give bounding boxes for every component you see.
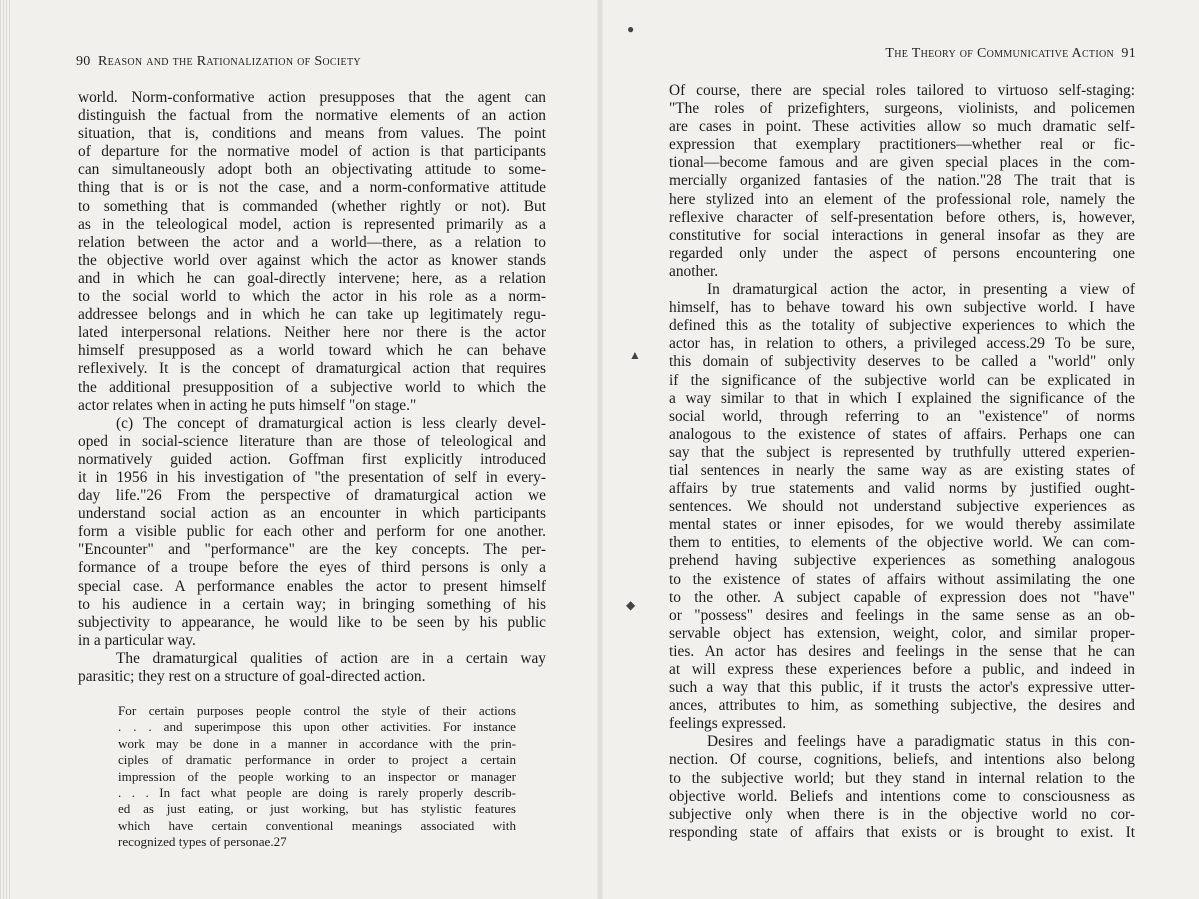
text-line: himself, has to behave toward his own subjective world. I have xyxy=(669,299,1135,317)
text-line: subjectivity to appearance, he would like to be seen by his public xyxy=(78,613,546,631)
text-line: ances, attributes to him, as something subjective, the desires and xyxy=(669,697,1135,715)
text-line: to the existence of states of affairs without assimilating the one xyxy=(669,570,1135,588)
text-line: situation, that is, conditions and means from values. The point xyxy=(78,125,546,143)
left-running-title: Reason and the Rationalization of Society xyxy=(97,54,361,69)
text-line: analogous to the existence of states of affairs. Perhaps one can xyxy=(669,425,1135,443)
text-line: to something that is commanded (whether rightly or not). But xyxy=(78,197,546,215)
quote-line: . . . In fact what people are doing is rarely properly describ- xyxy=(118,785,516,801)
text-line: oped in social-science literature than are those of teleological and xyxy=(78,432,546,450)
text-line: actor has, in relation to others, a privileged access.29 To be sure, xyxy=(669,335,1135,353)
text-line: addressee belongs and in which he can take up legitimately regu- xyxy=(78,306,546,324)
quote-line: work may be done in a manner in accordance with the prin- xyxy=(118,735,516,751)
text-line: to his audience in a certain way; in bringing something of his xyxy=(78,595,546,613)
text-line: objective world. Beliefs and intentions come to consciousness as xyxy=(669,787,1135,805)
text-line: a way similar to that in which I explained the significance of the xyxy=(669,389,1135,407)
text-line: normatively guided action. Goffman first explicitly introduced xyxy=(78,450,546,468)
right-page-number: 91 xyxy=(1121,46,1136,61)
text-line: special case. A performance enables the actor to present himself xyxy=(78,577,546,595)
text-line: expression that exemplary practitioners—whether real or fic- xyxy=(669,136,1135,154)
text-line: tional—become famous and are given special places in the com- xyxy=(669,154,1135,172)
text-line: Of course, there are special roles tailored to virtuoso self-staging: xyxy=(669,82,1135,99)
text-line: actor relates when in acting he puts himself "on stage." xyxy=(78,396,417,414)
text-line: the additional presupposition of a subjective world to which the xyxy=(78,378,546,396)
text-line: relation between the actor and a world—there, as a relation to xyxy=(78,233,546,251)
text-line: thing that is or is not the case, and a norm-conformative attitude xyxy=(78,179,546,197)
text-line: affairs by true statements and valid norms by justified ought- xyxy=(669,480,1135,498)
left-running-head xyxy=(76,53,361,70)
text-line: the objective world over against which the actor as knower stands xyxy=(78,251,546,269)
text-line: are cases in point. These activities allow so much dramatic self- xyxy=(669,118,1135,136)
quote-line: ed as just eating, or just working, but has stylistic features xyxy=(118,801,516,817)
text-line: subjective only when there is in the objective world no cor- xyxy=(669,805,1135,823)
scan-speck: ◆ xyxy=(626,598,636,612)
text-line: here stylized into an element of the professional role, namely the xyxy=(669,190,1135,208)
quote-line: which have certain conventional meanings associated with xyxy=(118,817,516,833)
text-line: "Encounter" and "performance" are the key concepts. The per- xyxy=(78,541,546,559)
text-line: as in the teleological model, action is represented primarily as a xyxy=(78,215,546,233)
text-line: them to entities, to elements of the objective world. We can com- xyxy=(669,534,1135,552)
text-line: feelings expressed. xyxy=(669,715,787,733)
text-line: in a particular way. xyxy=(78,631,196,649)
text-line: constitutive for social interactions in general insofar as they are xyxy=(669,226,1135,244)
text-line: it in 1956 in his investigation of "the presentation of self in every- xyxy=(78,468,546,486)
right-page xyxy=(600,0,1199,899)
text-line: day life."26 From the perspective of dramaturgical action we xyxy=(78,487,546,505)
text-line: to the subjective world; but they stand in internal relation to the xyxy=(669,769,1135,787)
text-line: prehend having subjective experiences as something analogous xyxy=(669,552,1135,570)
quote-line: For certain purposes people control the style of their actions xyxy=(118,703,516,718)
left-body-text xyxy=(78,89,546,686)
text-line: distinguish the factual from the normative elements of an action xyxy=(78,107,546,125)
text-line: can simultaneously adopt both an objectivating attitude to some- xyxy=(78,161,546,179)
text-line: mental states or inner episodes, for we would thereby assimilate xyxy=(669,516,1135,534)
quote-line: recognized types of personae.27 xyxy=(118,834,287,850)
text-line: to the social world to which the actor in his role as a norm- xyxy=(78,288,546,306)
text-line: Desires and feelings have a paradigmatic status in this con- xyxy=(707,733,1135,751)
text-line: tial sentences in nearly the same way as are existing states of xyxy=(669,461,1135,479)
text-line: regarded only under the aspect of persons encountering one xyxy=(669,244,1135,262)
quote-line: . . . and superimpose this upon other activities. For instance xyxy=(118,719,516,735)
text-line: at will express these experiences before a public, and indeed in xyxy=(669,661,1135,678)
right-body-text xyxy=(669,82,1135,842)
text-line: In dramaturgical action the actor, in presenting a view of xyxy=(707,281,1135,299)
left-page-number: 90 xyxy=(76,54,91,69)
right-running-head xyxy=(885,45,1136,62)
text-line: understand social action as an encounter in which participants xyxy=(78,505,546,523)
quote-line: ciples of dramatic performance in order to project a certain xyxy=(118,752,516,768)
text-line: sentences. We should not understand subjective experiences as xyxy=(669,498,1135,516)
text-line: to the other. A subject capable of expression does not "have" xyxy=(669,588,1135,606)
text-line: formance of a troupe before the eyes of third persons is only a xyxy=(78,559,546,577)
text-line: responding state of affairs that exists or is brought to exist. It xyxy=(669,823,1135,841)
scan-speck: ▲ xyxy=(629,348,641,362)
text-line: say that the subject is represented by truthfully uttered experien- xyxy=(669,443,1135,461)
text-line: such a way that this public, if it trusts the actor's expressive utter- xyxy=(669,679,1135,697)
text-line: of departure for the normative model of action is that participants xyxy=(78,143,546,161)
text-line: if the significance of the subjective world can be explicated in xyxy=(669,371,1135,389)
text-line: servable object has extension, weight, color, and similar proper- xyxy=(669,624,1135,642)
block-quote xyxy=(118,703,516,851)
text-line: and in which he can goal-directly intervene; here, as a relation xyxy=(78,269,546,287)
text-line: defined this as the totality of subjective experiences to which the xyxy=(669,317,1135,335)
quote-line: impression of the people working to an inspector or manager xyxy=(118,768,516,784)
text-line: himself presupposed as a world toward which he can behave xyxy=(78,342,546,360)
text-line: reflexively. It is the concept of dramaturgical action that requires xyxy=(78,360,546,378)
text-line: "The roles of prizefighters, surgeons, violinists, and policemen xyxy=(669,100,1135,118)
text-line: ties. An actor has desires and feelings in the sense that he can xyxy=(669,642,1135,660)
text-line: social world, through referring to an "existence" of norms xyxy=(669,407,1135,425)
text-line: this domain of subjectivity deserves to be called a "world" only xyxy=(669,353,1135,371)
text-line: or "possess" desires and feelings in the same sense as an ob- xyxy=(669,606,1135,624)
scan-speck: ● xyxy=(627,22,635,36)
text-line: The dramaturgical qualities of action are in a certain way xyxy=(116,649,546,667)
text-line: (c) The concept of dramaturgical action is less clearly devel- xyxy=(116,414,546,432)
text-line: parasitic; they rest on a structure of goal-directed action. xyxy=(78,668,426,685)
text-line: reflexive character of self-presentation before others, is, however, xyxy=(669,208,1135,226)
text-line: lated interpersonal relations. Neither here nor there is the actor xyxy=(78,324,546,342)
text-line: mercially organized fantasies of the nation."28 The trait that is xyxy=(669,172,1135,190)
text-line: nection. Of course, cognitions, beliefs, and intentions also belong xyxy=(669,751,1135,769)
text-line: another. xyxy=(669,262,719,280)
right-running-title: The Theory of Communicative Action xyxy=(885,46,1115,61)
text-line: form a visible public for each other and perform for one another. xyxy=(78,523,546,541)
text-line: world. Norm-conformative action presupposes that the agent can xyxy=(78,89,546,106)
